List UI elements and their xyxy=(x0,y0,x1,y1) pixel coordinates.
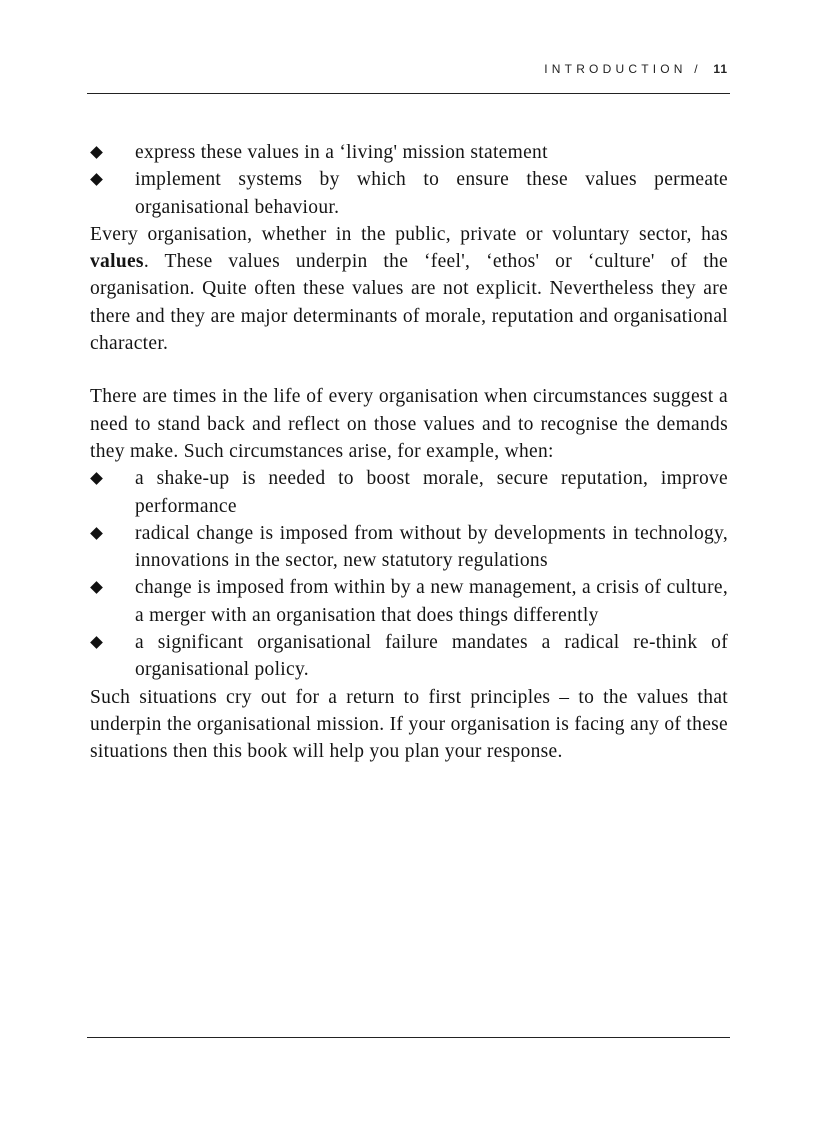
bullet-list-values xyxy=(90,139,728,221)
list-item xyxy=(90,465,728,520)
bullet-list-circumstances xyxy=(90,465,728,683)
list-item xyxy=(90,520,728,575)
running-head xyxy=(544,62,728,76)
footer-rule xyxy=(87,1037,730,1038)
list-item-text: express these values in a ‘living' mission statement xyxy=(135,142,548,163)
list-item-text: a significant organisational failure mandates a radical re-think of organisational policy. xyxy=(135,632,728,681)
section-title: INTRODUCTION xyxy=(544,62,687,76)
list-item-text: a shake-up is needed to boost morale, secure reputation, improve performance xyxy=(135,468,728,517)
list-item-text: implement systems by which to ensure these values permeate organisational behaviour. xyxy=(135,169,728,218)
list-item xyxy=(90,139,728,166)
list-item-text: change is imposed from within by a new management, a crisis of culture, a merger with an organisation that does things differently xyxy=(135,577,728,626)
header-separator: / xyxy=(694,62,702,76)
page-number: 11 xyxy=(713,62,728,76)
page-body xyxy=(90,139,728,766)
list-item xyxy=(90,629,728,684)
list-item xyxy=(90,574,728,629)
paragraph-values: Every organisation, whether in the public, private or voluntary sector, has values. These values underpin the ‘feel', ‘ethos' or ‘culture' of the organisation. Quite often these values are not explicit. Nevertheless they are there and they are major determinants of morale, reputation and organisational character. xyxy=(90,223,728,355)
emphasis-values: values xyxy=(90,251,144,273)
list-item xyxy=(90,166,728,221)
paragraph-circumstances: There are times in the life of every organisation when circumstances suggest a need to stand back and reflect on those values and to recognise the demands they make. Such circumstances arise, for example, when: xyxy=(90,386,728,462)
diamond-bullet-icon xyxy=(90,636,103,649)
header-rule xyxy=(87,93,730,94)
paragraph-conclusion: Such situations cry out for a return to first principles – to the values that underpin the organisational mission. If your organisation is facing any of these situations then this book will help you plan your response. xyxy=(90,686,728,763)
list-item-text: radical change is imposed from without by developments in technology, innovations in the sector, new statutory regulations xyxy=(135,522,728,572)
diamond-bullet-icon xyxy=(90,173,103,186)
diamond-bullet-icon xyxy=(90,582,103,595)
diamond-bullet-icon xyxy=(90,472,103,485)
diamond-bullet-icon xyxy=(90,146,103,159)
diamond-bullet-icon xyxy=(90,527,103,540)
